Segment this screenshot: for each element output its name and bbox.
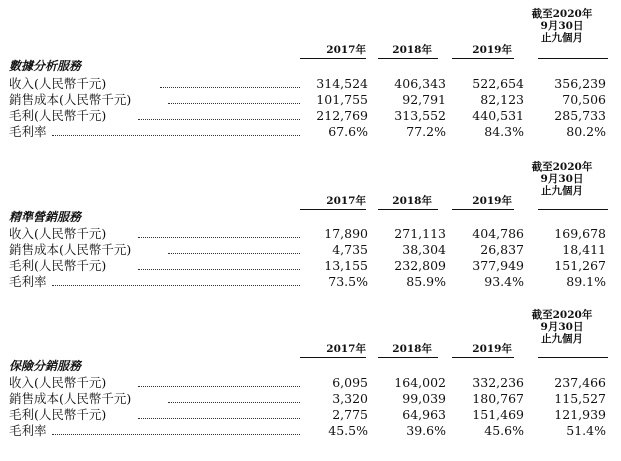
cell-2018: 38,304 [402,242,446,257]
cell-2017: 4,735 [332,242,368,257]
cell-2018: 92,791 [402,92,446,107]
header-underline [538,209,608,210]
col-header-9m-2020: 截至2020年 9月30日 止九個月 [531,161,593,197]
table-row [0,92,621,107]
cell-2019: 377,949 [472,258,524,273]
section-title: 保險分銷服務 [9,359,82,373]
col-header-2019: 2019年 [472,195,512,207]
dot-leader [52,434,300,435]
row-label: 收入(人民幣千元) [9,226,107,241]
section-data-analytics [0,0,621,150]
cell-2017: 17,890 [324,226,368,241]
row-label: 銷售成本(人民幣千元) [9,391,132,406]
row-label: 毛利率 [9,423,47,438]
col-header-2018: 2018年 [392,343,432,355]
dot-leader [52,135,300,136]
dot-leader [52,285,300,286]
section-precision-marketing [0,159,621,309]
row-label: 毛利(人民幣千元) [9,108,107,123]
cell-9m-2020: 18,411 [562,242,606,257]
cell-2018: 39.6% [406,423,446,438]
cell-2017: 73.5% [328,274,368,289]
header-underline [452,357,514,358]
table-row [0,258,621,273]
col-header-2017: 2017年 [326,195,366,207]
col-header-2019: 2019年 [472,44,512,56]
header-underline [378,357,438,358]
col-header-2018: 2018年 [392,195,432,207]
cell-2018: 313,552 [394,108,446,123]
row-label: 毛利率 [9,274,47,289]
row-label: 收入(人民幣千元) [9,375,107,390]
table-row [0,76,621,91]
header-underline [300,357,366,358]
cell-2017: 314,524 [316,76,368,91]
cell-2017: 45.5% [328,423,368,438]
table-row [0,407,621,422]
cell-2017: 67.6% [328,124,368,139]
header-underline [538,58,608,59]
header-underline [538,357,608,358]
table-row [0,391,621,406]
table-row [0,108,621,123]
col-header-9m-2020: 截至2020年 9月30日 止九個月 [531,309,593,345]
cell-2017: 13,155 [324,258,368,273]
dot-leader [138,269,300,270]
cell-9m-2020: 115,527 [554,391,606,406]
cell-2018: 85.9% [406,274,446,289]
cell-9m-2020: 89.1% [566,274,606,289]
cell-9m-2020: 285,733 [554,108,606,123]
cell-2018: 64,963 [402,407,446,422]
dot-leader [138,119,300,120]
col-header-2018: 2018年 [392,44,432,56]
cell-2017: 2,775 [332,407,368,422]
cell-9m-2020: 121,939 [554,407,606,422]
col-header-2017: 2017年 [326,44,366,56]
section-title: 數據分析服務 [9,59,82,73]
cell-2018: 232,809 [394,258,446,273]
cell-9m-2020: 70,506 [562,92,606,107]
table-row [0,226,621,241]
header-underline [378,209,438,210]
row-label: 收入(人民幣千元) [9,76,107,91]
col-header-2017: 2017年 [326,343,366,355]
cell-9m-2020: 356,239 [554,76,606,91]
cell-9m-2020: 237,466 [554,375,606,390]
cell-2019: 151,469 [472,407,524,422]
table-row [0,242,621,257]
cell-2019: 522,654 [472,76,524,91]
header-underline [452,58,514,59]
row-label: 銷售成本(人民幣千元) [9,242,132,257]
cell-2019: 45.6% [484,423,524,438]
cell-2019: 332,236 [472,375,524,390]
dot-leader [138,386,300,387]
header-underline [300,209,366,210]
row-label: 毛利率 [9,124,47,139]
cell-9m-2020: 151,267 [554,258,606,273]
table-row [0,274,621,289]
dot-leader [138,418,300,419]
section-title: 精準營銷服務 [9,210,82,224]
cell-2019: 84.3% [484,124,524,139]
cell-2018: 271,113 [394,226,446,241]
cell-2017: 3,320 [332,391,368,406]
row-label: 毛利(人民幣千元) [9,407,107,422]
table-row [0,375,621,390]
cell-2019: 440,531 [472,108,524,123]
cell-2018: 99,039 [402,391,446,406]
section-insurance-distribution [0,307,621,461]
col-header-9m-2020: 截至2020年 9月30日 止九個月 [531,8,593,44]
cell-2019: 93.4% [484,274,524,289]
table-row [0,124,621,139]
cell-2019: 26,837 [480,242,524,257]
cell-2018: 77.2% [406,124,446,139]
dot-leader [138,237,300,238]
cell-2017: 101,755 [316,92,368,107]
cell-2018: 406,343 [394,76,446,91]
header-underline [452,209,514,210]
cell-2019: 180,767 [472,391,524,406]
cell-2017: 212,769 [316,108,368,123]
row-label: 銷售成本(人民幣千元) [9,92,132,107]
cell-2018: 164,002 [394,375,446,390]
header-underline [378,58,438,59]
row-label: 毛利(人民幣千元) [9,258,107,273]
col-header-2019: 2019年 [472,343,512,355]
cell-9m-2020: 51.4% [566,423,606,438]
header-underline [300,58,366,59]
cell-2019: 82,123 [480,92,524,107]
table-row [0,423,621,438]
cell-9m-2020: 80.2% [566,124,606,139]
cell-9m-2020: 169,678 [554,226,606,241]
cell-2019: 404,786 [472,226,524,241]
cell-2017: 6,095 [332,375,368,390]
